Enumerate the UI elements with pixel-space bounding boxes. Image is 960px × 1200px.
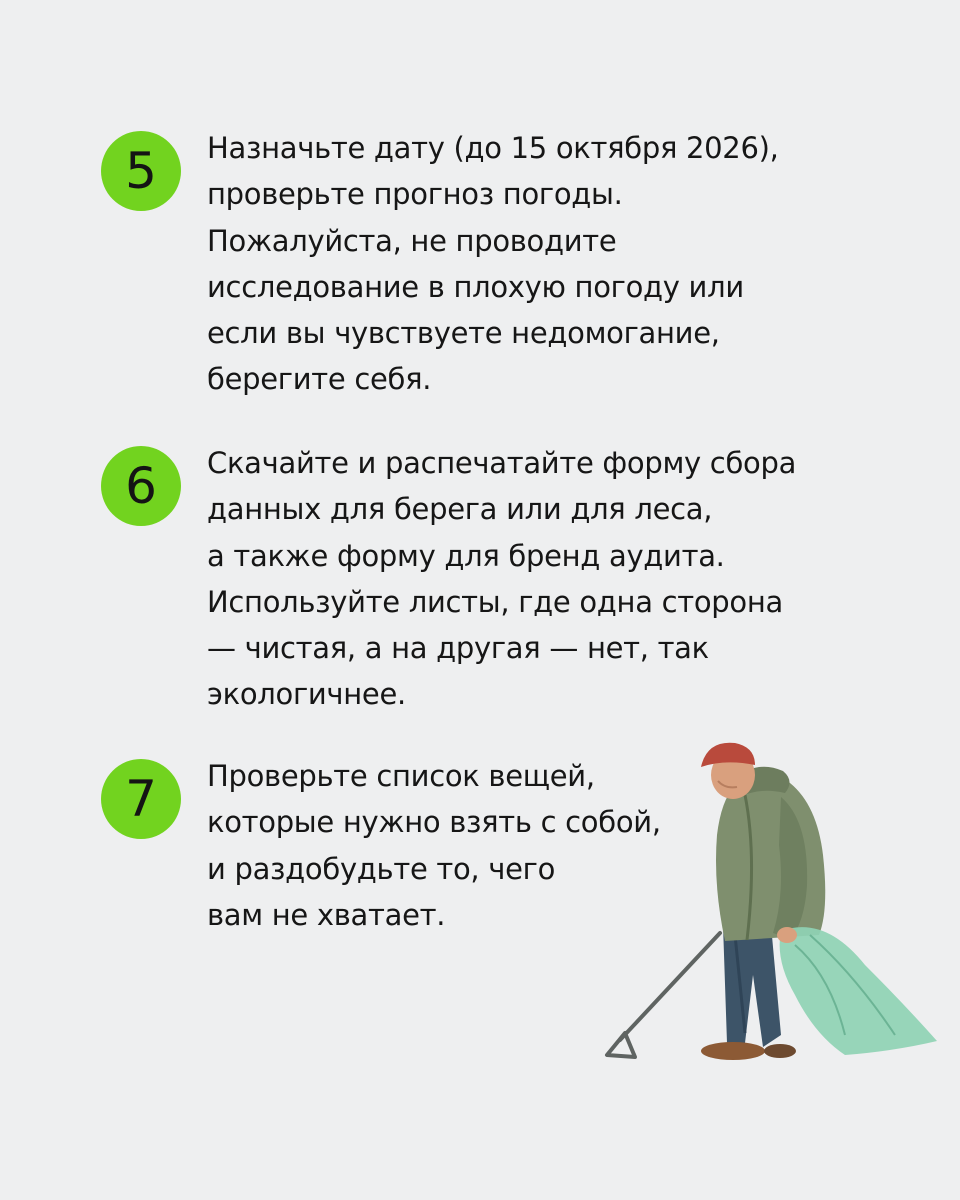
step-number-badge: 7 <box>101 759 181 839</box>
step-number-badge: 5 <box>101 131 181 211</box>
step-text: Назначьте дату (до 15 октября 2026), проверьте прогноз погоды. Пожалуйста, не проводите исследование в плохую погоду или если вы чувствуете недомогание, берегите себя. <box>207 131 779 397</box>
step-text: Проверьте список вещей, которые нужно взять с собой, и раздобудьте то, чего вам не хватает. <box>207 759 661 932</box>
litter-picker-icon <box>607 933 720 1057</box>
step-text: Скачайте и распечатайте форму сбора данных для берега или для леса, а также форму для бренд аудита. Используйте листы, где одна сторона — чистая, а на другая — нет, так экологичнее. <box>207 446 797 712</box>
step-number-badge: 6 <box>101 446 181 526</box>
person-collecting-litter-illustration <box>595 735 945 1075</box>
